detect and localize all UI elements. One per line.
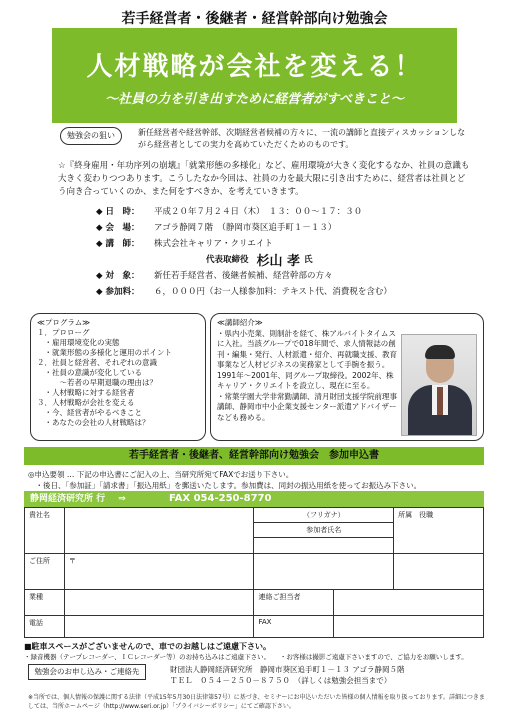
profile-text-block: [217, 318, 399, 423]
attendee-field-2[interactable]: [254, 554, 394, 590]
recording-note: ・録音機器（テープレコーダー、ＩＣレコーダー等）のお持ち込みはご遠慮下さい。 ・お客様は撮影ご遠慮下さいますので、ご協力をお願いします。: [24, 653, 468, 661]
detail-lecturer: ◆ 講 師： 株式会社キャリア・クリエイト: [96, 239, 273, 249]
program-line: １．プロローグ: [37, 328, 90, 337]
parking-note: ■駐車スペースがございませんので、車でのお越しはご遠慮下さい。: [24, 642, 271, 651]
form-heading: 若手経営者・後継者、経営幹部向け勉強会 参加申込書: [24, 447, 484, 465]
attendee-label: 参加者氏名: [254, 523, 394, 538]
company-field[interactable]: [64, 508, 254, 554]
form-notes: ◎申込要領 … 下記の申込書にご記入の上、当研究所宛てFAXでお送り下さい。 ・後日、「参加証」「請求書」「振込用紙」を郵送いたします。参加費は、同封の振込用紙を使ってお振込み下さい。: [28, 470, 422, 490]
phone-field[interactable]: [64, 616, 254, 638]
top-title: 若手経営者・後継者・経営幹部向け勉強会: [121, 11, 388, 27]
lecturer-photo: [401, 334, 477, 436]
arrow-icon: ⇒: [118, 494, 126, 504]
furigana-label: （フリガナ）: [254, 508, 394, 523]
program-line: ～若者の早期退職の理由は？: [37, 378, 157, 387]
fax-to: 静岡経済研究所 行: [30, 494, 106, 504]
dept-position-label: 所属 役職: [394, 508, 484, 554]
company-label: 貴社名: [25, 508, 65, 554]
fax-bar: [24, 491, 484, 507]
profile-box: [210, 313, 484, 441]
program-line: ・あなたの会社の人材戦略は？: [37, 418, 150, 427]
privacy-footer: ※当所では、個人情報の保護に関する法律（平成15年5月30日法律第57号）に基づき、セミナーにお申込いただいた皆様の個人情報を取り扱っております。詳細につきましては、当所ホームページ（http://www.seri.or.jp）「プライバシーポリシー」にてご確認下さい。: [28, 694, 485, 710]
aim-label: 勉強会の狙い: [60, 127, 122, 145]
program-heading: ≪プログラム≫: [37, 318, 91, 327]
application-form: [24, 507, 484, 638]
detail-fee: ◆ 参加料： ６，０００円（お一人様参加料：テキスト代、消費税を含む）: [96, 287, 392, 297]
address-label: ご住所: [25, 554, 65, 590]
contact-info: 財団法人静岡経済研究所 静岡市葵区追手町１－１３ アゴラ静岡５階 ＴＥＬ ０５４－２５０－８７５０ （詳しくは勉強会担当まで）: [170, 665, 405, 685]
aim-text: 新任経営者や経営幹部、次期経営者候補の方々に、一流の講師と直接ディスカッションしながら経営者としての実力を高めていただくためのものです。: [138, 128, 466, 149]
event-details: [96, 203, 476, 299]
business-field[interactable]: [64, 590, 254, 616]
program-line: ３．人材戦略が会社を変える: [37, 398, 135, 407]
contact-label: 勉強会のお申し込み・ご連絡先: [28, 664, 146, 680]
detail-venue: ◆ 会 場： アゴラ静岡７階 （静岡市葵区追手町１－１３）: [96, 223, 337, 233]
fax-number: FAX 054-250-8770: [168, 493, 272, 504]
program-line: ２．社員と経営者、それぞれの意識: [37, 358, 157, 367]
phone-label: 電話: [25, 616, 65, 638]
program-line: ・今、経営者がやるべきこと: [37, 408, 142, 417]
dept-field-2[interactable]: [394, 554, 484, 590]
program-line: ・就業形態の多様化と運用のポイント: [37, 348, 172, 357]
address-field[interactable]: 〒: [64, 554, 254, 590]
program-line: ・社員の意識が変化している: [37, 368, 142, 377]
contact-person-field[interactable]: [334, 590, 484, 616]
program-line: ・雇用環境変化の実態: [37, 338, 120, 347]
fax-field[interactable]: [334, 616, 484, 638]
profile-text-2: ・常葉学園大学非常勤講師、清月財団支援学院前理事講師、静岡市中小企業支援センター派遣アドバイザーなども務める。: [217, 391, 397, 422]
fax-label: FAX: [254, 616, 334, 638]
contact-person-label: 連絡ご担当者: [254, 590, 334, 616]
profile-text: ・県内小売業、則制計を経て、株アルバイトタイムスに入社。当該グループで018年間で、求人情報誌の創刊・編集・発行、人材派遣・紹介、再就職支援、教育事業など人材ビジネスの実務家として手腕を振う。1991年～2001年、同グループ取締役。2002年、株キャリア・クリエイトを設立し、現在に至る。: [217, 328, 397, 390]
program-line: ・人材戦略に対する経営者: [37, 388, 135, 397]
business-label: 業種: [25, 590, 65, 616]
lecturer-name: 代表取締役 杉山 孝 氏: [206, 253, 313, 269]
main-title: 人材戦略が会社を変える！: [86, 52, 423, 82]
title-banner: [52, 28, 457, 123]
program-box: [30, 313, 206, 441]
detail-target: ◆ 対 象： 新任若手経営者、後継者候補、経営幹部の方々: [96, 271, 333, 281]
intro-text: ☆『終身雇用・年功序列の崩壊』「就業形態の多様化」など、雇用環境が大きく変化するなか、社員の意識も大きく変わりつつあります。こうしたなか今回は、社員の力を最大限に引き出すために、経営者は社員とどう向き合っていくのか、また何をすべきか、を考えていきます。: [58, 161, 470, 197]
profile-heading: ≪講師紹介≫: [217, 318, 263, 327]
subtitle: ～社員の力を引き出すために経営者がすべきこと～: [105, 92, 404, 107]
detail-date: ◆ 日 時： 平成２０年７月２４日（木） １３：００～１７：３０: [96, 207, 363, 217]
attendee-field[interactable]: [254, 538, 394, 554]
